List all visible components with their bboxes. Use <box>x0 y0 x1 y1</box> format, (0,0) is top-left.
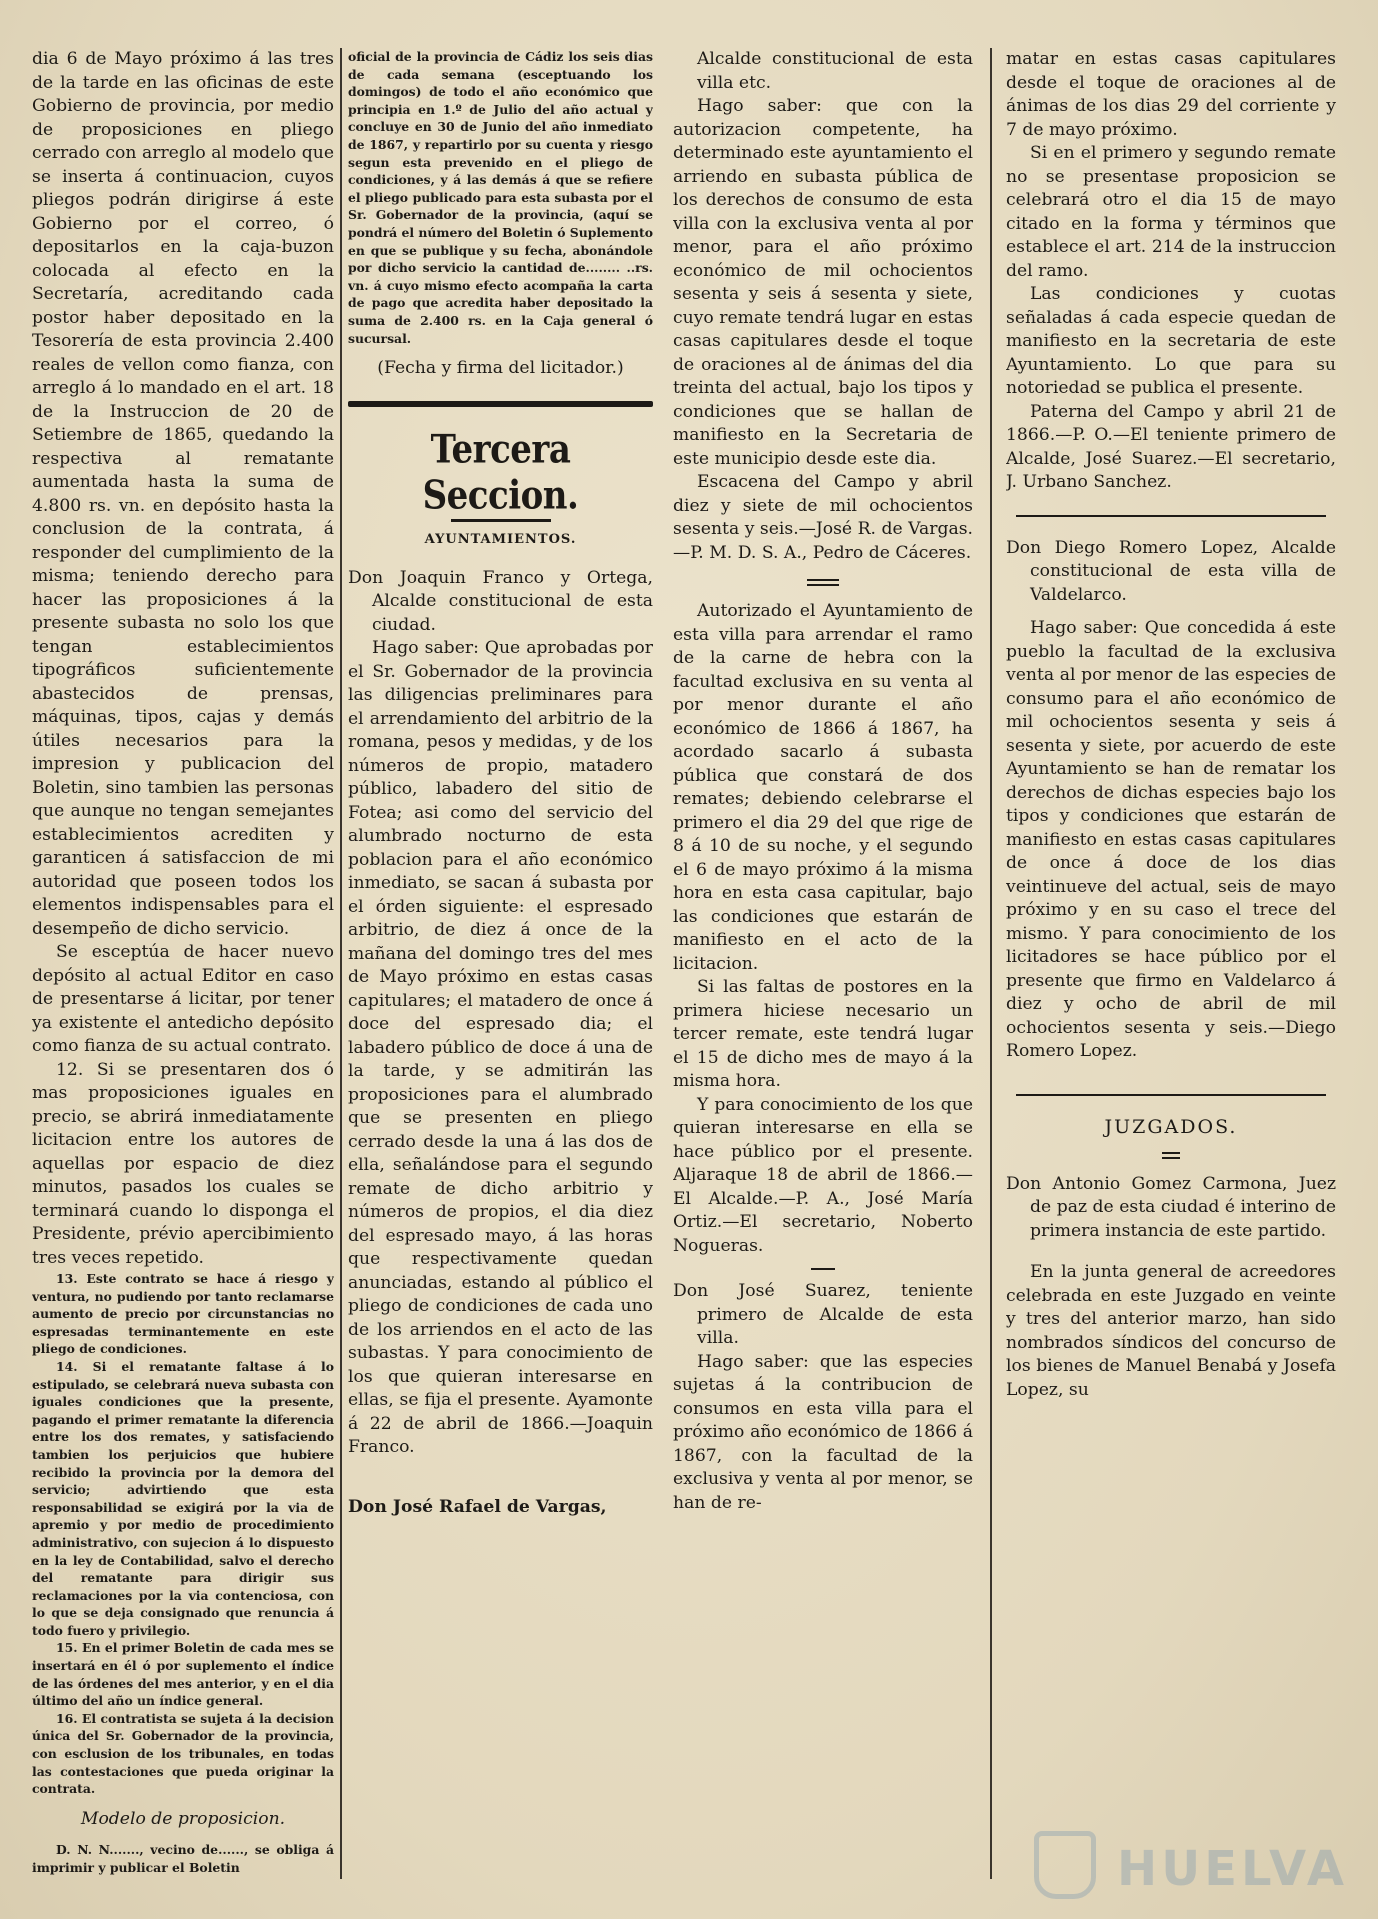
paragraph: Hago saber: Que aprobadas por el Sr. Gobernador de la provincia las diligencias preliminares para el arrendamiento del arbitrio de la romana, pesos y medidas, y de los números de propio, matadero público, labadero del sitio de Fotea; asi como del servicio del alumbrado nocturno de esta poblacion para el año económico inmediato, se sacan á subasta por el órden siguiente: el espresado arbitrio, de diez á once de la mañana del domingo tres del mes de Mayo próximo en estas casas capitulares; el matadero de once á doce del espresado dia; el labadero público de doce á una de la tarde, y se admitirán las proposiciones para el alumbrado que se presenten en pliego cerrado desde la una á las dos de ella, señalándose para el segundo remate de dicho arbitrio y números de propios, el dia diez del espresado mayo, á las horas que respectivamente quedan anunciadas, estando al público el pliego de condiciones de cada uno de los arriendos en el acto de las subastas. Y para conocimiento de los que quieran interesarse en ellas, se fija el presente. Ayamonte á 22 de abril de 1866.—Joaquin Franco. <box>348 638 653 1458</box>
paragraph: 12. Si se presentaren dos ó mas proposiciones iguales en precio, se abrirá inmediatamente licitacion entre los autores de aquellas por espacio de diez minutos, pasados los cuales se terminará cuando lo disponga el Presidente, prévio apercibimiento tres veces repetido. <box>32 1059 334 1268</box>
shield-icon <box>1034 1831 1096 1899</box>
section-title: Tercera Seccion. <box>422 426 579 519</box>
separator <box>1016 515 1326 517</box>
column-4 <box>1006 48 1336 1901</box>
paragraph: Escacena del Campo y abril diez y siete de mil ochocientos sesenta y seis.—José R. de Vargas.—P. M. D. S. A., Pedro de Cáceres. <box>673 472 973 563</box>
paragraph: Si en el primero y segundo remate no se presentase proposicion se celebrará otro el dia 15 de mayo citado en la forma y términos que establece el art. 214 de la instruccion del ramo. <box>1006 143 1336 281</box>
paragraph: En la junta general de acreedores celebrada en este Juzgado en veinte y tres del anterior marzo, han sido nombrados síndicos del concurso de los bienes de Manuel Benabá y Josefa Lopez, su <box>1006 1262 1336 1400</box>
model-heading: Modelo de proposicion. <box>80 1808 286 1829</box>
paragraph: Paterna del Campo y abril 21 de 1866.—P. O.—El teniente primero de Alcalde, José Suarez.—El secretario, J. Urbano Sanchez. <box>1006 401 1336 492</box>
paragraph: 16. El contratista se sujeta á la decision única del Sr. Gobernador de la provincia, con esclusion de los tribunales, en todas las contestaciones que pueda originar la contrata. <box>32 1710 334 1797</box>
column-1 <box>32 48 334 1901</box>
notice-header: Alcalde constitucional de esta villa etc. <box>697 49 973 93</box>
section-title: JUZGADOS. <box>1104 1115 1238 1138</box>
paragraph: Y para conocimiento de los que quieran interesarse en ella se hace público por el presente. Aljaraque 18 de abril de 1866.—El Alcalde.—P. A., José María Ortiz.—El secretario, Noberto Nogueras. <box>673 1094 973 1256</box>
section-rule <box>348 401 653 407</box>
notice-header: Don José Suarez, teniente primero de Alcalde de esta villa. <box>673 1281 973 1348</box>
paragraph: matar en estas casas capitulares desde el toque de oraciones al de ánimas de los dias 29 del corriente y 7 de mayo próximo. <box>1006 49 1336 140</box>
paragraph: Se esceptúa de hacer nuevo depósito al actual Editor en caso de presentarse á licitar, por tener ya existente el antedicho depósito como fianza de su actual contrato. <box>32 942 334 1056</box>
column-3 <box>673 48 973 1901</box>
paragraph: Hago saber: Que concedida á este pueblo la facultad de la exclusiva venta al por menor de las especies de consumo para el año económico de mil ochocientos sesenta y seis á sesenta y siete, por acuerdo de este Ayuntamiento se han de rematar los derechos de dichas especies bajo los tipos y condiciones que estarán de manifiesto en estas casas capitulares de once á doce de los dias veintinueve del actual, seis de mayo próximo y en su caso el trece del mismo. Y para conocimiento de los licitadores se hace público por el presente que firmo en Valdelarco á diez y ocho de abril de mil ochocientos sesenta y seis.—Diego Romero Lopez. <box>1006 618 1336 1061</box>
column-divider <box>340 48 342 1879</box>
notice-header: Don Diego Romero Lopez, Alcalde constitucional de esta villa de Valdelarco. <box>1006 537 1336 605</box>
watermark-text: HUELVA <box>1117 1841 1348 1897</box>
paragraph: Hago saber: que con la autorizacion competente, ha determinado este ayuntamiento el arriendo en subasta pública de los derechos de consumo de esta villa con la exclusiva venta al por menor, para el año próximo económico de mil ochocientos sesenta y seis á sesenta y siete, cuyo remate tendrá lugar en estas casas capitulares desde el toque de oraciones al de ánimas del dia treinta del actual, bajo los tipos y condiciones que se hallan de manifiesto en la Secretaria de este municipio desde este dia. <box>673 96 973 469</box>
paragraph: 14. Si el rematante faltase á lo estipulado, se celebrará nueva subasta con iguales condiciones que la presente, pagando el primer rematante la diferencia entre los dos remates, y satisfaciendo tambien los perjuicios que hubiere recibido la provincia por la demora del servicio; advirtiendo que esta responsabilidad se exigirá por la via de apremio y por medio de procedimiento administrativo, con sujecion á lo dispuesto en la ley de Contabilidad, salvo el derecho del rematante para dirigir sus reclamaciones por la via contenciosa, con lo que se deja consignado que renuncia á todo fuero y privilegio. <box>32 1358 334 1638</box>
paragraph: D. N. N......., vecino de......, se obliga á imprimir y publicar el Boletin <box>32 1842 334 1875</box>
subsection-title: AYUNTAMIENTOS. <box>424 531 577 547</box>
paragraph: Las condiciones y cuotas señaladas á cada especie quedan de manifiesto en la secretaria de este Ayuntamiento. Lo que para su notoriedad se publica el presente. <box>1006 284 1336 398</box>
paragraph: 13. Este contrato se hace á riesgo y ventura, no pudiendo por tanto reclamarse aumento de precio por circunstancias no espresadas terminantemente en este pliego de condiciones. <box>32 1271 334 1357</box>
separator <box>1016 1094 1326 1096</box>
paragraph: oficial de la provincia de Cádiz los seis dias de cada semana (esceptuando los domingos) de todo el año económico que principia en 1.º de Julio del año actual y concluye en 30 de Junio del año inmediato de 1867, y repartirlo por su cuenta y riesgo segun esta prevenido en el pliego de condiciones, y á las demás á que se refiere el pliego publicado para esta subasta por el Sr. Gobernador de la provincia, (aquí se pondrá el número del Boletin ó Suplemento en que se publique y su fecha, abonándole por dicho servicio la cantidad de........ ..rs. vn. á cuyo mismo efecto acompaña la carta de pago que acredita haber depositado la suma de 2.400 rs. en la Caja general ó sucursal. <box>348 49 653 346</box>
paragraph: Hago saber: que las especies sujetas á la contribucion de consumos en esta villa para el próximo año económico de 1866 á 1867, con la facultad de la exclusiva y venta al por menor, se han de re- <box>673 1351 973 1513</box>
separator <box>807 579 839 586</box>
paragraph: 15. En el primer Boletin de cada mes se insertará en él ó por suplemento el índice de las órdenes del mes anterior, y en el dia último del año un índice general. <box>32 1640 334 1709</box>
separator <box>811 1268 835 1270</box>
column-divider <box>990 48 992 1879</box>
title-rule <box>451 519 551 522</box>
paragraph: dia 6 de Mayo próximo á las tres de la tarde en las oficinas de este Gobierno de provincia, por medio de proposiciones en pliego cerrado con arreglo al modelo que se inserta á continuacion, cuyos pliegos podrán dirigirse á este Gobierno por el correo, ó depositarlos en la caja-buzon colocada al efecto en la Secretaría, acreditando cada postor haber depositado en la Tesorería de esta provincia 2.400 reales de vellon como fianza, con arreglo á lo mandado en el art. 18 de la Instruccion de 20 de Setiembre de 1865, quedando la respectiva al rematante aumentada hasta la suma de 4.800 rs. vn. en depósito hasta la conclusion de la contrata, á responder del cumplimiento de la misma; teniendo derecho para hacer las proposiciones á la presente subasta no solo los que tengan establecimientos tipográficos suficientemente abastecidos de prensas, máquinas, tipos, cajas y demás útiles necesarios para la impresion y publicacion del Boletin, sino tambien las personas que aunque no tengan semejantes establecimientos acrediten y garanticen á satisfaccion de mi autoridad que poseen todos los elementos indispensables para el desempeño de dicho servicio. <box>32 49 334 939</box>
separator <box>1162 1152 1180 1159</box>
paragraph: Si las faltas de postores en la primera hiciese necesario un tercer remate, este tendrá lugar el 15 de dicho mes de mayo á la misma hora. <box>673 977 973 1091</box>
paragraph: Autorizado el Ayuntamiento de esta villa para arrendar el ramo de la carne de hebra con la facultad exclusiva en su venta al por menor durante el año económico de 1866 á 1867, ha acordado sacarlo á subasta pública que constará de dos remates; debiendo celebrarse el primero el dia 29 del que rige de 8 á 10 de su noche, y el segundo el 6 de mayo próximo á la misma hora en esta casa capitular, bajo las condiciones que estarán de manifiesto en el acto de la licitacion. <box>673 601 973 974</box>
signature-line: (Fecha y firma del licitador.) <box>377 358 624 379</box>
notice-header: Don Antonio Gomez Carmona, Juez de paz de esta ciudad é interino de primera instancia de este partido. <box>1006 1173 1336 1241</box>
notice-header: Don José Rafael de Vargas, <box>348 1496 607 1517</box>
notice-header: Don Joaquin Franco y Ortega, Alcalde constitucional de esta ciudad. <box>348 567 653 635</box>
watermark <box>1038 1835 1358 1905</box>
column-2 <box>348 48 653 1901</box>
